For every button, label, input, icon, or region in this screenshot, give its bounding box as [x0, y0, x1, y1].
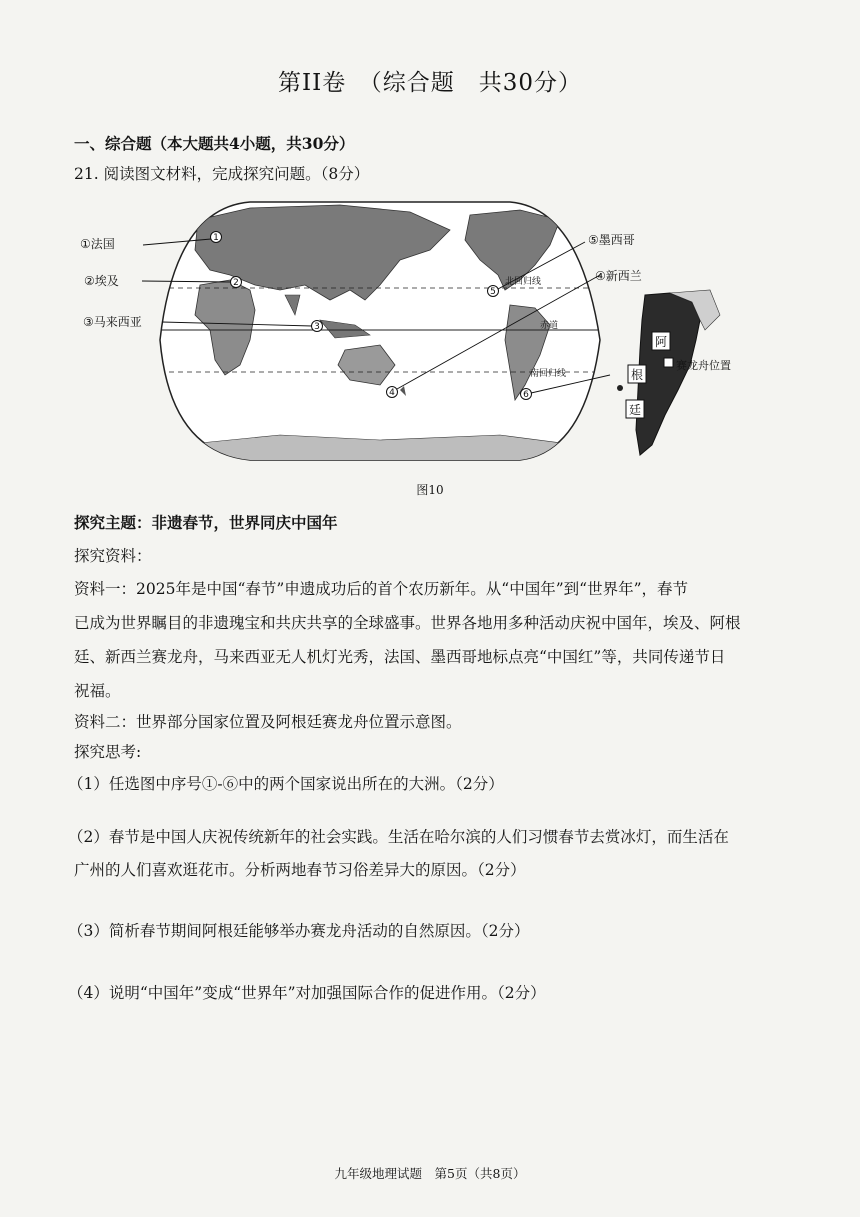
question-2-line-2: 广州的人们喜欢逛花市。分析两地春节习俗差异大的原因。（2分） [74, 861, 526, 879]
marker-5: 5 [490, 287, 496, 297]
material-1-line-3: 廷、新西兰赛龙舟，马来西亚无人机灯光秀，法国、墨西哥地标点亮“中国红”等，共同传递节日 [74, 648, 726, 666]
inset-label-a: 阿 [654, 335, 668, 349]
label-malaysia: ③马来西亚 [83, 315, 142, 329]
material-1-line-1: 资料一：2025年是中国“春节”申遗成功后的首个农历新年。从“中国年”到“世界年”，春节 [74, 580, 688, 598]
label-egypt: ②埃及 [84, 274, 119, 288]
marker-1: 1 [213, 233, 219, 243]
label-tropic-south: 南回归线 [530, 369, 567, 379]
antarctica-landmass [160, 435, 600, 470]
thinking-heading: 探究思考: [74, 743, 142, 761]
marker-2: 2 [233, 278, 239, 288]
label-france: ①法国 [80, 237, 115, 251]
exploration-theme: 探究主题：非遗春节，世界同庆中国年 [74, 513, 338, 532]
world-map-figure [80, 190, 760, 470]
inset-label-gen: 根 [630, 368, 644, 382]
label-mexico: ⑤墨西哥 [588, 233, 635, 247]
figure-caption: 图10 [416, 483, 444, 497]
inset-label-ting: 廷 [628, 403, 642, 417]
marker-6: 6 [523, 390, 529, 400]
question-1: （1）任选图中序号①-⑥中的两个国家说出所在的大洲。（2分） [68, 775, 504, 793]
marker-3: 3 [314, 322, 320, 332]
argentina-inset [617, 290, 731, 455]
label-race-position: 赛龙舟位置 [676, 359, 731, 372]
materials-heading: 探究资料： [74, 547, 152, 565]
material-2: 资料二：世界部分国家位置及阿根廷赛龙舟位置示意图。 [74, 713, 462, 731]
label-new-zealand: ④新西兰 [595, 269, 642, 283]
question-2-line-1: （2）春节是中国人庆祝传统新年的社会实践。生活在哈尔滨的人们习惯春节去赏冰灯，而生活在 [68, 828, 729, 846]
question-21-intro: 21. 阅读图文材料，完成探究问题。（8分） [74, 165, 370, 183]
label-equator: 赤道 [540, 321, 559, 331]
label-tropic-north: 北回归线 [505, 277, 542, 287]
material-1-line-4: 祝福。 [74, 682, 121, 700]
question-4: （4）说明“中国年”变成“世界年”对加强国际合作的促进作用。（2分） [68, 984, 546, 1002]
question-3: （3）简析春节期间阿根廷能够举办赛龙舟活动的自然原因。（2分） [68, 922, 530, 940]
section-title: 第II卷 （综合题 共30分） [278, 70, 582, 96]
page-footer: 九年级地理试题 第5页（共8页） [334, 1166, 526, 1181]
marker-4: 4 [389, 388, 395, 398]
material-1-line-2: 已成为世界瞩目的非遗瑰宝和共庆共享的全球盛事。世界各地用多种活动庆祝中国年，埃及、阿根 [74, 614, 741, 632]
section-heading: 一、综合题（本大题共4小题，共30分） [74, 134, 355, 153]
